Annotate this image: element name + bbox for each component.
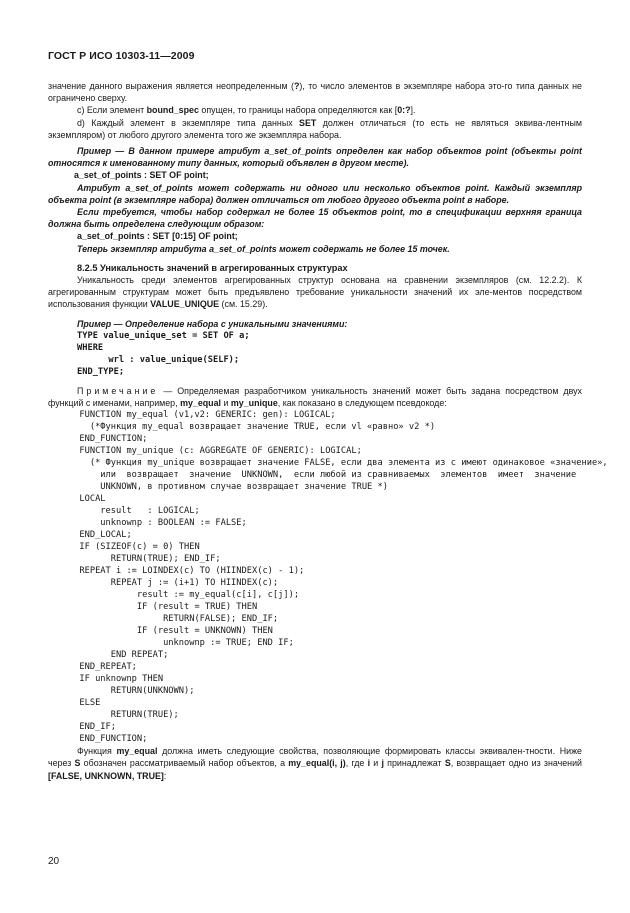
example-2-title: Пример — Определение набора с уникальными значениями:	[77, 318, 348, 329]
paragraph-continuation	[48, 80, 582, 104]
final-paragraph	[48, 745, 582, 782]
code-line: RETURN(TRUE);	[48, 710, 179, 721]
code-line: IF unknownp THEN	[48, 674, 164, 685]
text: , как показано в следующем псевдокоде:	[277, 398, 447, 409]
code-line: WHERE	[77, 342, 104, 353]
code-line: (* Функция my_unique возвращает значение FALSE, если два элемента из c имеют одинаковое «значение»,	[48, 458, 608, 469]
code-line: IF (SIZEOF(c) = 0) THEN	[48, 542, 200, 553]
example-1-text: Пример — В данном примере атрибут a_set_of_points определен как набор объектов point (объекты point относятся к именованному типу данных, который объявлен в другом месте).	[48, 146, 582, 169]
code-line: END_TYPE;	[77, 366, 125, 377]
code-line: TYPE value_unique_set = SET OF a;	[77, 330, 250, 341]
text: и	[370, 758, 382, 769]
example-1-code-2: a_set_of_points : SET [0:15] OF point;	[77, 231, 238, 242]
text-bold: bound_spec	[146, 105, 199, 116]
code-line: REPEAT j := (i+1) TO HIINDEX(c);	[48, 578, 279, 589]
text: :	[163, 770, 167, 781]
example-1-text-2: Атрибут a_set_of_points может содержать ни одного или несколько объектов point. Каждый экземпляр объекта point (в экземпляре набора) должен отличаться от любого другого объекта point в наборе.	[48, 182, 582, 205]
section-paragraph	[48, 274, 582, 311]
code-line: UNKNOWN, в противном случае возвращает значение TRUE *)	[48, 482, 388, 493]
text-bold: S	[444, 758, 451, 769]
text-bold: 0:?	[397, 105, 411, 116]
text: d) Каждый элемент в экземпляре типа данных	[77, 117, 300, 128]
document-body	[48, 80, 608, 782]
text-bold: SET	[299, 117, 317, 128]
code-line: END_REPEAT;	[48, 662, 137, 673]
text: c) Если элемент	[77, 105, 147, 116]
text: обозначен рассматриваемый набор объектов, а	[80, 758, 289, 769]
code-line: (*Функция my_equal возвращает значение TRUE, если vl «равно» v2 *)	[48, 422, 436, 433]
code-line: RETURN(UNKNOWN);	[48, 686, 195, 697]
text: должен отличаться (то есть не являться эквива-лентным экземпляром) от любого другого элемента того же экземпляра набора.	[48, 117, 582, 140]
code-line: FUNCTION my_unique (c: AGGREGATE OF GENERIC): LOGICAL;	[48, 446, 362, 457]
list-item-d	[48, 117, 582, 141]
code-line: END_FUNCTION;	[48, 434, 148, 445]
code-line: result := my_equal(c[i], c[j]);	[48, 590, 300, 601]
code-line: или возвращает значение UNKNOWN, если любой из сравниваемых элементов имеет значение	[48, 470, 577, 481]
code-line: REPEAT i := LOINDEX(c) TO (HIINDEX(c) - 1);	[48, 566, 305, 577]
code-line: LOCAL	[48, 494, 106, 505]
code-line: FUNCTION my_equal (v1,v2: GENERIC: gen): LOGICAL;	[48, 410, 336, 421]
text: Уникальность среди элементов агрегированных структур основана на сравнении экземпляров (см. 12.2.2). К агрегированным структурам может быть предъявлено требование уникальности значений их эле-ментов посредством использования функции	[48, 275, 582, 310]
code-line: wrl : value_unique(SELF);	[77, 354, 240, 365]
code-line: ELSE	[48, 698, 101, 709]
text-bold: ?	[293, 81, 300, 91]
example-1-text-3: Если требуется, чтобы набор содержал не более 15 объектов point, то в спецификации верхняя граница должна быть определена следующим образом:	[48, 207, 582, 230]
text: Функция	[77, 746, 117, 757]
text: значение данного выражения является неопределенным (	[48, 81, 294, 91]
text-bold: [FALSE, UNKNOWN, TRUE]	[48, 770, 164, 781]
document-header: ГОСТ Р ИСО 10303-11—2009	[48, 50, 195, 62]
text: должна иметь следующие свойства, позволяющие формировать классы эквивален-тности. Ниже через	[48, 746, 582, 769]
code-line: RETURN(TRUE); END_IF;	[48, 554, 221, 565]
text-bold: my_equal	[180, 398, 222, 409]
text: и	[221, 398, 231, 409]
page-number: 20	[48, 856, 60, 867]
text: (см. 15.29).	[219, 299, 268, 310]
example-1-text-4: Теперь экземпляр атрибута a_set_of_points может содержать не более 15 точек.	[77, 243, 450, 254]
text-bold: j	[381, 758, 384, 769]
example-2-code	[48, 330, 582, 378]
example-1-code: a_set_of_points : SET OF point;	[74, 170, 209, 181]
text-bold: my_unique	[230, 398, 278, 409]
code-line: IF (result = TRUE) THEN	[48, 602, 258, 613]
text: , где	[345, 758, 368, 769]
text-bold: VALUE_UNIQUE	[150, 299, 220, 310]
code-line: IF (result = UNKNOWN) THEN	[48, 626, 273, 637]
code-line: END REPEAT;	[48, 650, 169, 661]
text: принадлежат	[383, 758, 445, 769]
code-line: RETURN(FALSE); END_IF;	[48, 614, 279, 625]
note-paragraph	[48, 385, 582, 409]
text: ].	[410, 105, 416, 116]
code-line: END_FUNCTION;	[48, 734, 148, 745]
code-line: END_LOCAL;	[48, 530, 132, 541]
text: , возвращает одно из значений	[450, 758, 583, 769]
text-bold: i	[367, 758, 371, 769]
text: ), то число элементов в экземпляре набора это-го типа данных не ограничено сверху.	[48, 81, 582, 104]
text-bold: my_equal	[116, 746, 158, 757]
section-heading: 8.2.5 Уникальность значений в агрегированных структурах	[77, 262, 348, 273]
text: опущен, то границы набора определяются как [	[198, 105, 398, 116]
note-label: Примечание	[77, 385, 159, 396]
list-item-c	[48, 104, 582, 116]
pseudocode-block	[48, 409, 608, 745]
code-line: unknownp : BOOLEAN := FALSE;	[48, 518, 247, 529]
code-line: unknownp := TRUE; END IF;	[48, 638, 294, 649]
text-bold: S	[74, 758, 81, 769]
text-bold: my_equal(i, j)	[288, 758, 346, 769]
code-line: result : LOGICAL;	[48, 506, 200, 517]
code-line: END_IF;	[48, 722, 116, 733]
text: — Определяемая разработчиком уникальность значений может быть задана посредством двух функций с именами, например,	[48, 385, 582, 409]
